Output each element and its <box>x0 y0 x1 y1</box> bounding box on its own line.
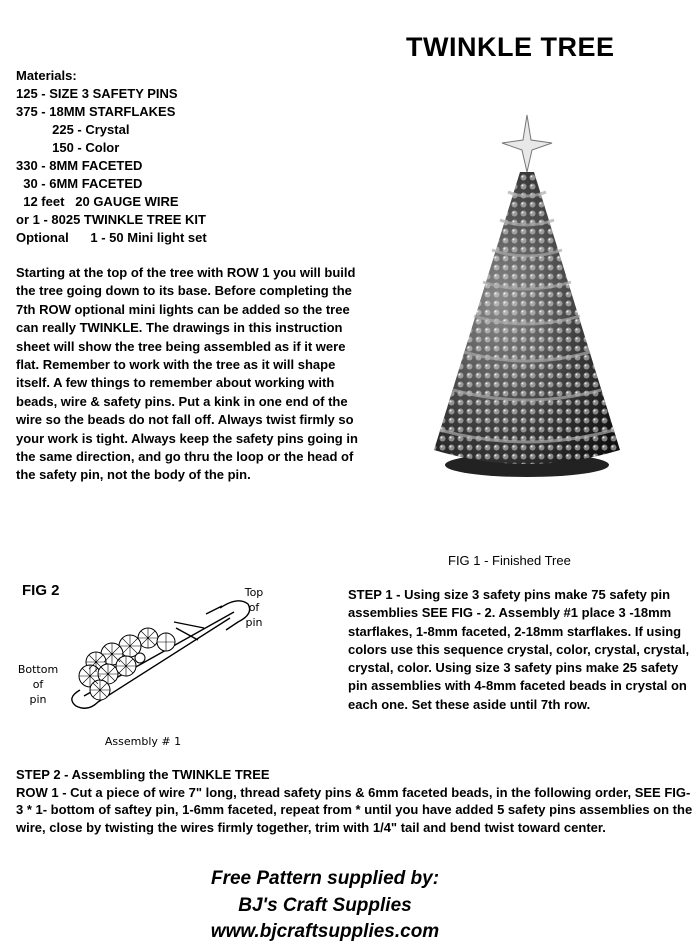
figure-2-label-assembly: Assembly # 1 <box>104 735 182 748</box>
figure-2-title: FIG 2 <box>22 582 60 599</box>
figure-2-label-bottom-of-pin <box>10 662 66 707</box>
materials-list <box>16 67 356 247</box>
materials-heading: Materials: <box>16 68 77 83</box>
materials-line: 330 - 8MM FACETED <box>16 158 143 173</box>
figure-2-label-top-of-pin <box>234 585 274 630</box>
step-2-section <box>16 766 696 836</box>
page-title: TWINKLE TREE <box>406 32 615 62</box>
label-bottom-text: Bottom of pin <box>17 663 59 706</box>
figure-1-caption: FIG 1 - Finished Tree <box>448 553 571 568</box>
materials-line: or 1 - 8025 TWINKLE TREE KIT <box>16 212 206 227</box>
footer-line-2: BJ's Craft Supplies <box>238 894 412 916</box>
materials-line: 375 - 18MM STARFLAKES <box>16 104 176 119</box>
step-2-heading: STEP 2 - Assembling the TWINKLE TREE <box>16 767 270 782</box>
materials-line: Optional 1 - 50 Mini light set <box>16 230 207 245</box>
step-2-text: ROW 1 - Cut a piece of wire 7" long, thread safety pins & 6mm faceted beads, in the following order, SEE FIG- 3 * 1- bottom of saftey pin, 1-6mm faceted, repeat from * until you have added 5 safety pins assemblies on the wire, close by twisting the wires firmly together, trim with 1/4" tail and bend twist toward center. <box>16 784 693 835</box>
materials-line: 150 - Color <box>16 140 120 155</box>
intro-paragraph: Starting at the top of the tree with ROW 1 you will build the tree going down to its base. Before completing the 7th ROW optional mini lights can be added so the tree can really TWINKLE. The drawings in this instruction sheet will show the tree being assembled as if it were flat. Remember to work with the tree as it will shape itself. A few things to remember about working with beads, wire & safety pins. Put a kink in one end of the wire so the beads do not fall off. Always twist firmly so your work is tight. Always keep the safety pins going in the same direction, and go thru the loop or the head of the safety pin, not the body of the pin. <box>16 265 358 483</box>
footer-credit <box>0 866 650 946</box>
materials-line: 225 - Crystal <box>16 122 130 137</box>
beaded-christmas-tree-photo <box>420 110 635 480</box>
label-top-text: Top of pin <box>244 586 264 629</box>
footer-line-1: Free Pattern supplied by: <box>210 868 440 889</box>
materials-line: 12 feet 20 GAUGE WIRE <box>16 194 179 209</box>
footer-website-link[interactable]: www.bjcraftsupplies.com <box>210 921 440 942</box>
materials-line: 30 - 6MM FACETED <box>16 176 143 191</box>
materials-line: 125 - SIZE 3 SAFETY PINS <box>16 86 178 101</box>
step-1-paragraph: STEP 1 - Using size 3 safety pins make 75 safety pin assemblies SEE FIG - 2. Assembly #1 place 3 -18mm starflakes, 1-8mm faceted, 2-18mm starflakes. If using colors use this sequence crystal, color, crystal, crystal, crystal, color. Using size 3 safety pins make 25 safety pin assemblies with 4-8mm faceted beads in crystal on each one. Set these aside until 7th row. <box>348 587 690 712</box>
